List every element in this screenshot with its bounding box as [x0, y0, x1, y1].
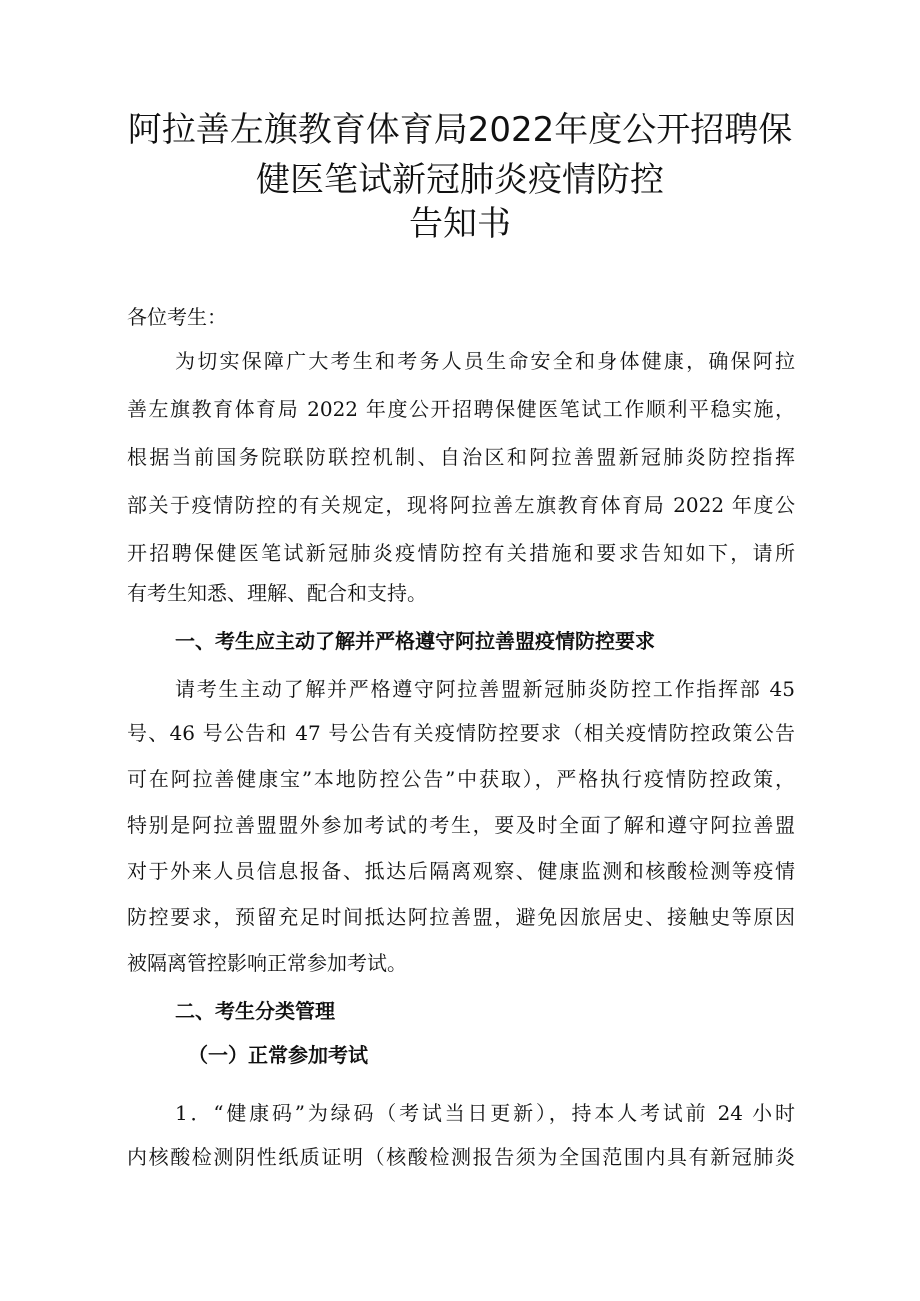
document-title-line-3: 告知书	[409, 204, 511, 244]
section-1-line: 号、46 号公告和 47 号公告有关疫情防控要求（相关疫情防控政策公告	[127, 721, 795, 745]
section-1-line: 对于外来人员信息报备、抵达后隔离观察、健康监测和核酸检测等疫情	[127, 859, 795, 883]
section-2-subheading: （一）正常参加考试	[188, 1043, 368, 1067]
document-title-line-2: 健医笔试新冠肺炎疫情防控	[256, 160, 664, 200]
intro-line: 根据当前国务院联防联控机制、自治区和阿拉善盟新冠肺炎防控指挥	[127, 445, 795, 469]
intro-line: 开招聘保健医笔试新冠肺炎疫情防控有关措施和要求告知如下，请所	[127, 541, 795, 565]
section-1-heading: 一、考生应主动了解并严格遵守阿拉善盟疫情防控要求	[175, 629, 655, 653]
section-1-line: 请考生主动了解并严格遵守阿拉善盟新冠肺炎防控工作指挥部 45	[175, 677, 795, 701]
intro-line: 部关于疫情防控的有关规定，现将阿拉善左旗教育体育局 2022 年度公	[127, 493, 795, 517]
section-2-heading: 二、考生分类管理	[175, 999, 335, 1023]
salutation: 各位考生：	[127, 305, 227, 329]
section-1-line: 可在阿拉善健康宝”本地防控公告”中获取），严格执行疫情防控政策，	[127, 767, 795, 791]
section-1-line: 被隔离管控影响正常参加考试。	[127, 951, 407, 975]
intro-line: 善左旗教育体育局 2022 年度公开招聘保健医笔试工作顺利平稳实施，	[127, 397, 795, 421]
intro-line: 有考生知悉、理解、配合和支持。	[127, 581, 427, 605]
section-1-line: 防控要求，预留充足时间抵达阿拉善盟，避免因旅居史、接触史等原因	[127, 905, 795, 929]
section-2-line: 内核酸检测阴性纸质证明（核酸检测报告须为全国范围内具有新冠肺炎	[127, 1145, 795, 1169]
section-1-line: 特别是阿拉善盟盟外参加考试的考生，要及时全面了解和遵守阿拉善盟	[127, 813, 795, 837]
intro-line: 为切实保障广大考生和考务人员生命安全和身体健康，确保阿拉	[175, 349, 795, 373]
section-2-line: 1．“健康码”为绿码（考试当日更新），持本人考试前 24 小时	[175, 1101, 795, 1125]
document-title-line-1: 阿拉善左旗教育体育局2022年度公开招聘保	[127, 110, 793, 150]
